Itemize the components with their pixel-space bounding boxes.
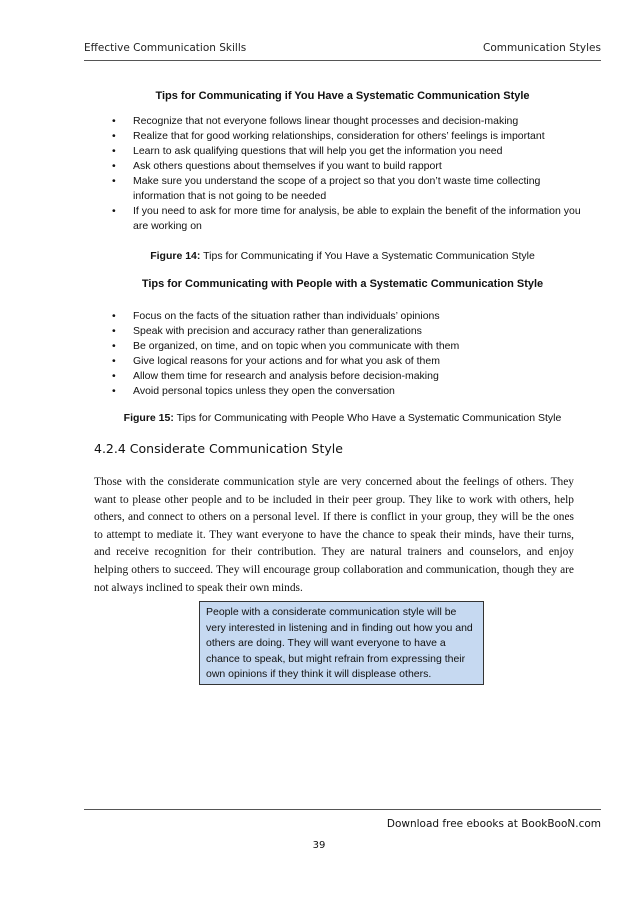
figure-14-caption (84, 250, 601, 262)
tips-title-own-style: Tips for Communicating if You Have a Systematic Communication Style (155, 90, 530, 102)
list-item: • Learn to ask qualifying questions that will help you get the information you need (112, 144, 582, 159)
list-item: • Allow them time for research and analysis before decision-making (112, 369, 582, 384)
figure-15-label: Figure 15: (123, 412, 174, 424)
body-paragraph: Those with the considerate communication style are very concerned about the feelings of others. They want to please other people and to be included in their peer group. They like to work with others, help others, and connect to others on a personal level. If there is conflict in your group, they will be the ones to attempt to mediate it. They want everyone to have the chance to speak their minds, have their turns, and receive recognition for their contribution. They are natural trainers and counselors, and enjoy helping others to succeed. They will encourage group collaboration and communication, though they are not always inclined to speak their own minds. (94, 476, 574, 594)
book-title: Effective Communication Skills (84, 42, 247, 54)
chapter-title: Communication Styles (483, 42, 601, 54)
list-item: • If you need to ask for more time for analysis, be able to explain the benefit of the information you are working on (112, 204, 582, 234)
header-divider (84, 60, 601, 61)
figure-14-label: Figure 14: (150, 250, 201, 262)
list-item: • Speak with precision and accuracy rather than generalizations (112, 324, 582, 339)
page-number: 39 (312, 840, 326, 851)
list-item: • Ask others questions about themselves if you want to build rapport (112, 159, 582, 174)
figure-14-text: Tips for Communicating if You Have a Systematic Communication Style (200, 250, 535, 262)
list-item: • Recognize that not everyone follows linear thought processes and decision-making (112, 114, 582, 129)
list-item: • Make sure you understand the scope of a project so that you don’t waste time collecting information that is not going to be needed (112, 174, 582, 204)
list-item: • Realize that for good working relationships, consideration for others’ feelings is important (112, 129, 582, 144)
callout-box: People with a considerate communication style will be very interested in listening and in finding out how you and others are doing. They will want everyone to have a chance to speak, but might refrain from expressing their own opinions if they think it will displease others. (199, 601, 484, 685)
tips-title-with-people: Tips for Communicating with People with a Systematic Communication Style (141, 278, 544, 290)
list-item: • Focus on the facts of the situation rather than individuals’ opinions (112, 309, 582, 324)
list-item: • Avoid personal topics unless they open the conversation (112, 384, 582, 399)
download-link[interactable]: Download free ebooks at BookBooN.com (386, 818, 601, 830)
figure-15-caption (84, 412, 601, 424)
tips-list-own-style (112, 114, 582, 234)
section-heading: 4.2.4 Considerate Communication Style (94, 441, 343, 456)
footer-divider (84, 809, 601, 810)
list-item: • Give logical reasons for your actions and for what you ask of them (112, 354, 582, 369)
list-item: • Be organized, on time, and on topic when you communicate with them (112, 339, 582, 354)
figure-15-text: Tips for Communicating with People Who Have a Systematic Communication Style (173, 412, 562, 424)
tips-list-with-people (112, 309, 582, 399)
